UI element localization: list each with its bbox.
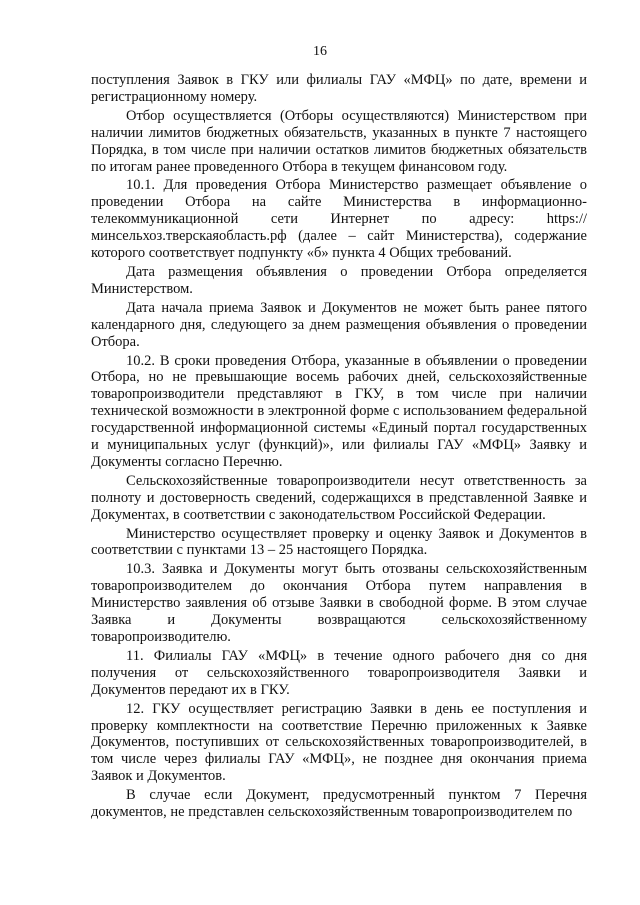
paragraph-responsibility: Сельскохозяйственные товаропроизводители несут ответственность за полноту и достоверность сведений, содержащихся в представленной Заявке и Документах, в соответствии с законодательством Российской Федерации. [91, 472, 587, 523]
page-number: 16 [313, 44, 327, 59]
paragraph-ministry-review: Министерство осуществляет проверку и оценку Заявок и Документов в соответствии с пунктами 13 – 25 настоящего Порядка. [91, 525, 587, 559]
document-body [91, 72, 587, 823]
paragraph-12: 12. ГКУ осуществляет регистрацию Заявки в день ее поступления и проверку комплектности на соответствие Перечню приложенных к Заявке Документов, поступивших от сельскохозяйственных товаропроизводителей, в том числе через филиалы ГАУ «МФЦ», не позднее дня окончания приема Заявок и Документов. [91, 700, 587, 785]
paragraph-11: 11. Филиалы ГАУ «МФЦ» в течение одного рабочего дня со дня получения от сельскохозяйственного товаропроизводителя Заявки и Документов передают их в ГКУ. [91, 647, 587, 698]
paragraph-10-2: 10.2. В сроки проведения Отбора, указанные в объявлении о проведении Отбора, но не превышающие восемь рабочих дней, сельскохозяйственные товаропроизводители представляют в ГКУ, в том числе при наличии технической возможности в электронной форме с использованием федеральной государственной информационной системы «Единый портал государственных и муниципальных услуг (функций)», или филиалы ГАУ «МФЦ» Заявку и Документы согласно Перечню. [91, 352, 587, 470]
paragraph-continuation: поступления Заявок в ГКУ или филиалы ГАУ «МФЦ» по дате, времени и регистрационному номеру. [91, 72, 587, 105]
paragraph-10-3: 10.3. Заявка и Документы могут быть отозваны сельскохозяйственным товаропроизводителем до окончания Отбора путем направления в Министерство заявления об отзыве Заявки в свободной форме. В этом случае Заявка и Документы возвращаются сельскохозяйственному товаропроизводителю. [91, 561, 587, 645]
paragraph-announcement-date: Дата размещения объявления о проведении Отбора определяется Министерством. [91, 263, 587, 297]
paragraph-selection-conditions: Отбор осуществляется (Отборы осуществляются) Министерством при наличии лимитов бюджетных обязательств, указанных в пункте 7 настоящего Порядка, в том числе при наличии остатков лимитов бюджетных обязательств по итогам ранее проведенного Отбора в текущем финансовом году. [91, 107, 587, 175]
paragraph-missing-document: В случае если Документ, предусмотренный пунктом 7 Перечня документов, не представлен сельскохозяйственным товаропроизводителем по [91, 787, 587, 821]
paragraph-acceptance-start: Дата начала приема Заявок и Документов не может быть ранее пятого календарного дня, следующего за днем размещения объявления о проведении Отбора. [91, 299, 587, 350]
paragraph-10-1: 10.1. Для проведения Отбора Министерство размещает объявление о проведении Отбора на сайте Министерства в информационно-телекоммуникационной сети Интернет по адресу: https://минсельхоз.тверскаяобласть.рф (далее – сайт Министерства), содержание которого соответствует подпункту «б» пункта 4 Общих требований. [91, 177, 587, 262]
